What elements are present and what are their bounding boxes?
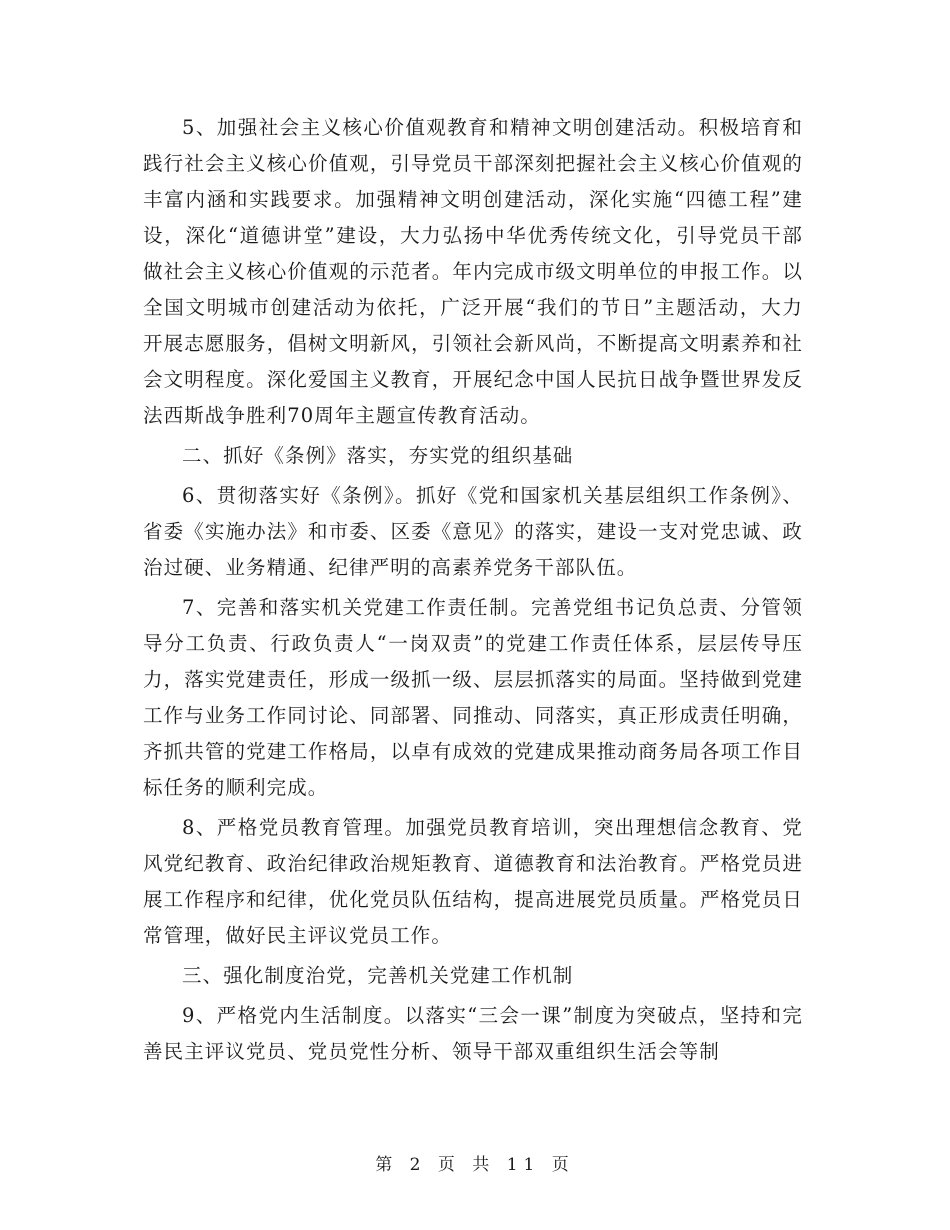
section-heading-3: 三、强化制度治党，完善机关党建工作机制 (182, 964, 574, 987)
paragraph-9: 9、严格党内生活制度。以落实“三会一课”制度为突破点，坚持和完善民主评议党员、党员党性分析、领导干部双重组织生活会等制 (143, 1004, 803, 1063)
page-body (143, 110, 803, 1074)
paragraph-5: 5、加强社会主义核心价值观教育和精神文明创建活动。积极培育和践行社会主义核心价值观，引导党员干部深刻把握社会主义核心价值观的丰富内涵和实践要求。加强精神文明创建活动，深化实施“四德工程”建设，深化“道德讲堂”建设，大力弘扬中华优秀传统文化，引导党员干部做社会主义核心价值观的示范者。年内完成市级文明单位的申报工作。以全国文明城市创建活动为依托，广泛开展“我们的节日”主题活动，大力开展志愿服务，倡树文明新风，引领社会新风尚，不断提高文明素养和社会文明程度。深化爱国主义教育，开展纪念中国人民抗日战争暨世界发反法西斯战争胜利70周年主题宣传教育活动。 (143, 116, 803, 427)
paragraph-6: 6、贯彻落实好《条例》。抓好《党和国家机关基层组织工作条例》、省委《实施办法》和市委、区委《意见》的落实，建设一支对党忠诚、政治过硬、业务精通、纪律严明的高素养党务干部队伍。 (143, 484, 803, 579)
paragraph-7: 7、完善和落实机关党建工作责任制。完善党组书记负总责、分管领导分工负责、行政负责人“一岗双责”的党建工作责任体系，层层传导压力，落实党建责任，形成一级抓一级、层层抓落实的局面。坚持做到党建工作与业务工作同讨论、同部署、同推动、同落实，真正形成责任明确，齐抓共管的党建工作格局，以卓有成效的党建成果推动商务局各项工作目标任务的顺利完成。 (143, 596, 803, 799)
paragraph-8: 8、严格党员教育管理。加强党员教育培训，突出理想信念教育、党风党纪教育、政治纪律政治规矩教育、道德教育和法治教育。严格党员进展工作程序和纪律，优化党员队伍结构，提高进展党员质量。严格党员日常管理，做好民主评议党员工作。 (143, 816, 803, 947)
page-number-footer: 第 2 页 共 11 页 (375, 1155, 575, 1175)
section-heading-2: 二、抓好《条例》落实，夯实党的组织基础 (182, 444, 574, 467)
